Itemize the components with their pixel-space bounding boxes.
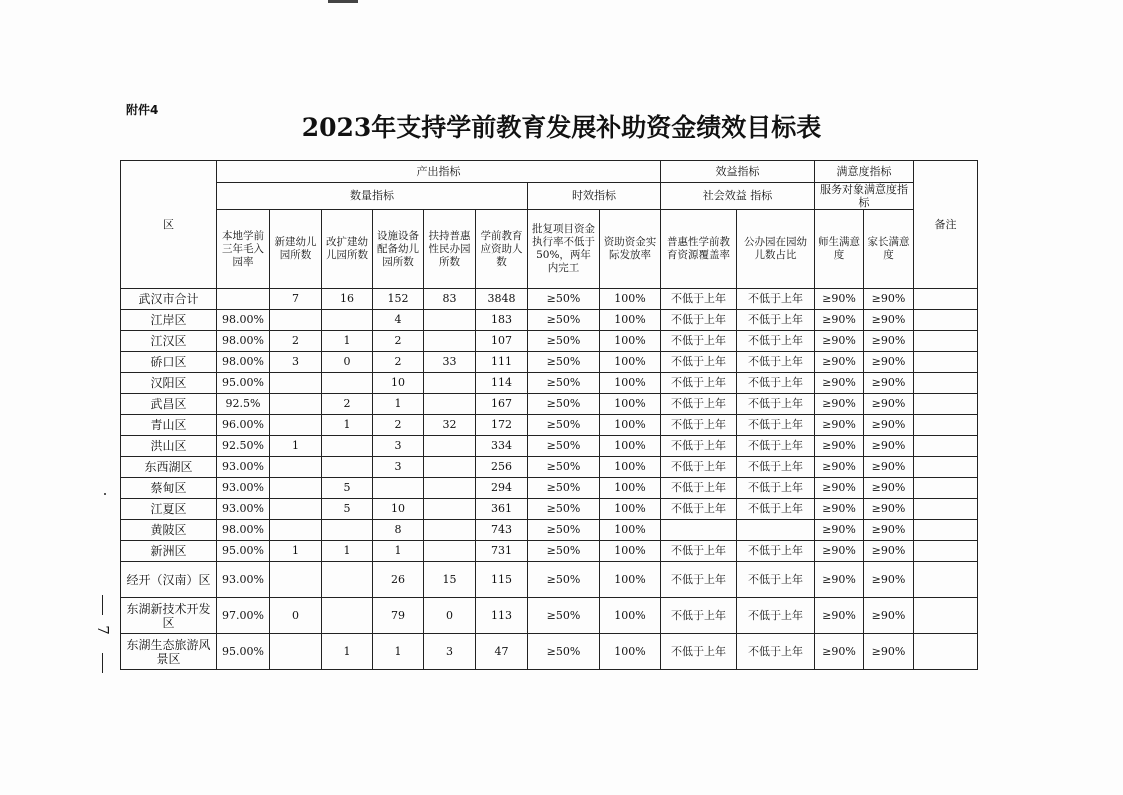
column-header: 本地学前三年毛入园率 [217,210,270,289]
table-cell [914,352,978,373]
column-header: 新建幼儿园所数 [270,210,322,289]
table-cell: 不低于上年 [661,562,737,598]
table-cell: 不低于上年 [661,541,737,562]
table-cell [270,415,322,436]
table-cell: 93.00% [217,478,270,499]
table-cell: 不低于上年 [737,457,815,478]
column-header: 资助资金实际发放率 [600,210,661,289]
table-cell [270,499,322,520]
table-cell: 97.00% [217,598,270,634]
district-name-cell: 蔡甸区 [121,478,217,499]
table-cell [914,457,978,478]
table-cell: 47 [476,634,528,670]
table-cell: 79 [373,598,424,634]
table-cell: 不低于上年 [661,436,737,457]
table-cell: 731 [476,541,528,562]
table-cell: 113 [476,598,528,634]
table-cell: 3 [270,352,322,373]
table-cell: ≥90% [815,394,864,415]
table-cell: 100% [600,634,661,670]
table-cell: 98.00% [217,520,270,541]
table-cell: 100% [600,520,661,541]
table-cell [322,373,373,394]
table-cell: 1 [270,436,322,457]
table-cell: 98.00% [217,352,270,373]
table-cell: 115 [476,562,528,598]
table-cell: 不低于上年 [737,598,815,634]
table-cell [270,373,322,394]
table-cell [914,562,978,598]
table-cell: 不低于上年 [661,634,737,670]
header-satisfaction: 满意度指标 [815,161,914,183]
header-timeliness: 时效指标 [528,183,661,210]
district-name-cell: 江汉区 [121,331,217,352]
header-social: 社会效益 指标 [661,183,815,210]
table-cell [424,499,476,520]
table-cell: ≥90% [815,331,864,352]
table-cell: 不低于上年 [737,331,815,352]
table-cell: 1 [322,541,373,562]
table-cell [322,436,373,457]
table-cell [424,373,476,394]
table-cell: ≥90% [815,634,864,670]
table-cell: 3 [373,436,424,457]
table-cell: 152 [373,289,424,310]
table-cell: 93.00% [217,562,270,598]
table-cell: 1 [270,541,322,562]
table-cell: ≥90% [864,499,914,520]
table-cell: 不低于上年 [661,394,737,415]
table-row [121,457,978,478]
table-cell: 不低于上年 [737,499,815,520]
column-header: 设施设备配备幼儿园所数 [373,210,424,289]
table-cell: 334 [476,436,528,457]
table-cell: 100% [600,289,661,310]
table-cell [424,331,476,352]
table-cell: 10 [373,499,424,520]
table-cell: 95.00% [217,373,270,394]
table-cell: ≥50% [528,634,600,670]
table-cell: 172 [476,415,528,436]
table-cell: 15 [424,562,476,598]
table-cell [270,310,322,331]
table-cell: ≥90% [864,394,914,415]
table-cell [914,541,978,562]
table-cell: ≥50% [528,373,600,394]
table-cell: 2 [373,352,424,373]
district-name-cell: 硚口区 [121,352,217,373]
table-cell: ≥50% [528,331,600,352]
district-name-cell: 江夏区 [121,499,217,520]
table-cell: 92.5% [217,394,270,415]
table-cell [373,478,424,499]
page-number-text: 7 [94,625,112,635]
column-header: 公办园在园幼儿数占比 [737,210,815,289]
table-cell: 0 [322,352,373,373]
table-cell [914,499,978,520]
table-cell [322,562,373,598]
table-cell: ≥50% [528,436,600,457]
table-cell: 95.00% [217,634,270,670]
table-cell: 100% [600,541,661,562]
table-cell: ≥50% [528,478,600,499]
table-cell [424,436,476,457]
table-cell [914,436,978,457]
table-cell: ≥90% [864,415,914,436]
table-cell: 100% [600,478,661,499]
scan-dot [104,493,106,495]
table-cell [322,457,373,478]
table-cell: 100% [600,352,661,373]
table-cell: 5 [322,478,373,499]
table-cell [217,289,270,310]
column-header: 改扩建幼儿园所数 [322,210,373,289]
table-cell [661,520,737,541]
table-cell: 98.00% [217,331,270,352]
table-cell: 33 [424,352,476,373]
table-cell: ≥90% [864,310,914,331]
table-cell: ≥50% [528,289,600,310]
table-cell: 不低于上年 [737,436,815,457]
table-cell: 不低于上年 [661,415,737,436]
table-cell: ≥90% [815,541,864,562]
header-quantity: 数量指标 [217,183,528,210]
table-cell [270,634,322,670]
table-cell: 不低于上年 [661,331,737,352]
table-cell: 100% [600,394,661,415]
district-name-cell: 武昌区 [121,394,217,415]
table-cell: 2 [373,331,424,352]
table-row [121,310,978,331]
table-cell: 2 [270,331,322,352]
table-cell: 1 [322,634,373,670]
district-name-cell: 东西湖区 [121,457,217,478]
table-cell: 不低于上年 [737,541,815,562]
table-cell: 93.00% [217,457,270,478]
table-cell: 不低于上年 [661,478,737,499]
table-row [121,499,978,520]
table-cell: 100% [600,373,661,394]
table-row [121,331,978,352]
table-cell: ≥50% [528,352,600,373]
page-number-dash-top [102,595,103,615]
table-cell: 32 [424,415,476,436]
table-row [121,541,978,562]
table-cell: 100% [600,499,661,520]
table-row [121,352,978,373]
table-cell [914,373,978,394]
table-cell: 107 [476,331,528,352]
table-cell: 5 [322,499,373,520]
table-row [121,520,978,541]
header-service: 服务对象满意度指标 [815,183,914,210]
table-cell [914,415,978,436]
table-cell [914,634,978,670]
table-cell [424,310,476,331]
table-cell: 不低于上年 [737,634,815,670]
table-cell: ≥50% [528,457,600,478]
district-name-cell: 青山区 [121,415,217,436]
table-cell [914,331,978,352]
table-cell: 26 [373,562,424,598]
table-cell: ≥90% [815,310,864,331]
page-title: 2023年支持学前教育发展补助资金绩效目标表 [301,113,822,142]
table-cell: 167 [476,394,528,415]
table-cell: 不低于上年 [661,352,737,373]
table-cell [270,562,322,598]
table-cell: 100% [600,331,661,352]
district-name-cell: 新洲区 [121,541,217,562]
table-cell: ≥50% [528,520,600,541]
table-cell [424,457,476,478]
table-cell: 1 [322,331,373,352]
table-cell: 0 [424,598,476,634]
table-cell: 7 [270,289,322,310]
table-cell: ≥90% [815,562,864,598]
district-name-cell: 东湖生态旅游风景区 [121,634,217,670]
attachment-label: 附件4 [126,103,159,117]
page-number [96,595,110,675]
table-cell: 1 [373,634,424,670]
table-row [121,634,978,670]
table-cell: ≥90% [864,478,914,499]
table-cell: 不低于上年 [737,373,815,394]
table-cell: 不低于上年 [737,394,815,415]
district-name-cell: 经开（汉南）区 [121,562,217,598]
column-header: 师生满意度 [815,210,864,289]
table-cell: 100% [600,598,661,634]
table-cell: 1 [373,541,424,562]
district-name-cell: 汉阳区 [121,373,217,394]
header-remarks: 备注 [914,161,978,289]
table-cell: 不低于上年 [661,310,737,331]
table-cell: ≥50% [528,415,600,436]
table-cell: ≥90% [815,457,864,478]
table-cell [322,520,373,541]
table-cell [914,520,978,541]
column-header: 家长满意度 [864,210,914,289]
table-cell [914,478,978,499]
table-cell: ≥50% [528,541,600,562]
table-cell: 98.00% [217,310,270,331]
table-cell: 0 [270,598,322,634]
table-cell: ≥90% [864,289,914,310]
table-cell: 111 [476,352,528,373]
column-header-row [121,210,978,289]
table-cell [424,541,476,562]
table-cell: ≥50% [528,598,600,634]
table-cell: 不低于上年 [737,310,815,331]
column-header: 批复项目资金执行率不低于50%，两年内完工 [528,210,600,289]
header-benefit: 效益指标 [661,161,815,183]
table-row [121,478,978,499]
table-cell: 3 [373,457,424,478]
table-cell: ≥50% [528,310,600,331]
table-cell: ≥90% [864,634,914,670]
table-cell: 100% [600,457,661,478]
column-header: 学前教育应资助人数 [476,210,528,289]
table-cell: 100% [600,562,661,598]
table-cell: 95.00% [217,541,270,562]
table-cell: 不低于上年 [661,289,737,310]
district-name-cell: 武汉市合计 [121,289,217,310]
table-cell: 183 [476,310,528,331]
table-cell [914,394,978,415]
table-cell: ≥90% [864,520,914,541]
table-cell: 4 [373,310,424,331]
table-cell: 83 [424,289,476,310]
table-row [121,436,978,457]
table-cell: ≥90% [864,352,914,373]
table-cell [424,394,476,415]
table-cell: ≥90% [864,457,914,478]
table-cell: 不低于上年 [737,352,815,373]
table-cell: 93.00% [217,499,270,520]
table-cell: 2 [322,394,373,415]
district-name-cell: 洪山区 [121,436,217,457]
district-name-cell: 东湖新技术开发区 [121,598,217,634]
table-cell: ≥90% [815,436,864,457]
table-cell: ≥50% [528,562,600,598]
table-cell [914,289,978,310]
table-cell: ≥90% [864,562,914,598]
district-name-cell: 江岸区 [121,310,217,331]
table-cell: 100% [600,436,661,457]
column-header: 扶持普惠性民办园所数 [424,210,476,289]
table-cell: 8 [373,520,424,541]
table-row [121,373,978,394]
table-cell [424,520,476,541]
table-cell: 3 [424,634,476,670]
table-cell [270,520,322,541]
table-body [121,289,978,670]
table-cell: 361 [476,499,528,520]
table-row [121,415,978,436]
table-cell [424,478,476,499]
table-cell: ≥90% [815,373,864,394]
table-cell: 3848 [476,289,528,310]
table-cell [914,310,978,331]
table-cell: ≥90% [815,415,864,436]
table-row [121,394,978,415]
table-cell: ≥90% [864,541,914,562]
table-cell: 不低于上年 [737,415,815,436]
table-cell: ≥90% [815,499,864,520]
table-cell: 16 [322,289,373,310]
table-cell: ≥90% [864,598,914,634]
table-cell [322,598,373,634]
header-output: 产出指标 [217,161,661,183]
district-name-cell: 黄陂区 [121,520,217,541]
table-cell: 不低于上年 [661,457,737,478]
table-cell: 10 [373,373,424,394]
table-cell: ≥90% [815,520,864,541]
table-cell: 不低于上年 [737,478,815,499]
table-cell: 743 [476,520,528,541]
table-cell: 114 [476,373,528,394]
table-cell: 不低于上年 [737,289,815,310]
table-cell: 1 [373,394,424,415]
scan-artifact [328,0,358,3]
header-district: 区 [121,161,217,289]
table-cell: ≥50% [528,394,600,415]
table-row [121,562,978,598]
table-cell [270,478,322,499]
performance-table [120,160,978,670]
table-cell: ≥50% [528,499,600,520]
table-cell [270,457,322,478]
table-cell: 294 [476,478,528,499]
table-cell: 100% [600,415,661,436]
table-cell: 1 [322,415,373,436]
table-cell [737,520,815,541]
table-cell: 96.00% [217,415,270,436]
table-cell: 92.50% [217,436,270,457]
table-cell [914,598,978,634]
page-number-dash-bottom [102,653,103,673]
table-cell: ≥90% [815,289,864,310]
table-cell: 不低于上年 [661,598,737,634]
table-cell: 256 [476,457,528,478]
table-row [121,289,978,310]
table-cell: 不低于上年 [661,373,737,394]
table-cell [270,394,322,415]
table-cell: 不低于上年 [737,562,815,598]
table-cell: 不低于上年 [661,499,737,520]
table-cell: ≥90% [864,331,914,352]
table-cell: ≥90% [815,478,864,499]
table-row [121,598,978,634]
table-cell: ≥90% [815,352,864,373]
table-cell [322,310,373,331]
table-cell: 100% [600,310,661,331]
table-cell: ≥90% [864,373,914,394]
table-cell: ≥90% [864,436,914,457]
table-cell: ≥90% [815,598,864,634]
column-header: 普惠性学前教育资源覆盖率 [661,210,737,289]
table-cell: 2 [373,415,424,436]
